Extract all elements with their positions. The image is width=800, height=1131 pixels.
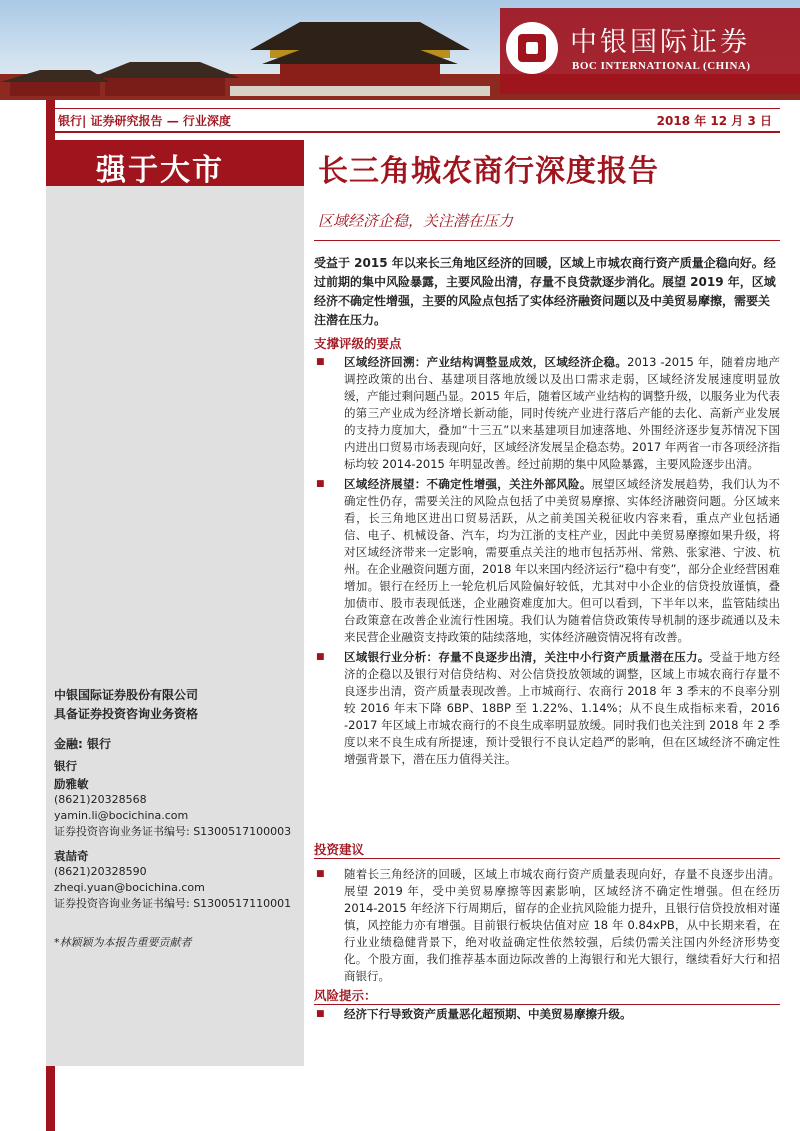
company-info <box>54 686 198 724</box>
analyst-name: 袁喆奇 <box>54 849 89 863</box>
analyst-phone: (8621)20328590 <box>54 865 147 878</box>
header-rule-top <box>55 108 780 109</box>
section-heading-investment: 投资建议 <box>314 842 365 857</box>
subtitle-rule <box>314 240 780 241</box>
analyst-group: 银行 <box>54 759 77 773</box>
report-summary: 受益于 2015 年以来长三角地区经济的回暖，区域上市城农商行资产质量企稳向好。经过前期的集中风险暴露，主要风险出清，存量不良贷款逐步消化。展望 2019 年，区域经济不确定性增强，主要的风险点包括了实体经济融资问题以及中美贸易摩擦，需要关注潜在压力。 <box>314 256 776 327</box>
analyst-cert: 证券投资咨询业务证书编号: S1300517110001 <box>54 897 292 910</box>
company-name: 中银国际证券股份有限公司 <box>54 688 199 702</box>
list-item: ■ 区域经济展望：不确定性增强，关注外部风险。展望区域经济发展趋势，我们认为不确定性仍存，需要关注的风险点包括了中美贸易摩擦、实体经济融资问题。分区域来看，长三角地区进出口贸易活跃，从之前美国关税征收内容来看，重点产业包括通信、电子、机械设备、汽车，均为江浙的支柱产业，因此中美贸易摩擦如果升级，将对区域经济带来一定影响，需要重点关注的地市包括苏州、常熟、张家港、宁波、杭州。在企业融资问题方面，2018 年以来国内经济运行“稳中有变”，部分企业经营困难增加。银行在经历上一轮危机后风险偏好较低，尤其对中小企业的信贷投放谨慎，叠加债市、股市表现低迷，企业融资难度加大。但可以看到，下半年以来，监管陆续出台政策意在改善企业流行性困境。我们认为随着信贷政策传导机制的逐步疏通以及未来民营企业融资支持政策的陆续落地，实体经济融资情况将有改善。 <box>314 476 780 646</box>
breadcrumb: 银行| 证券研究报告 — 行业深度 <box>58 114 231 128</box>
brand-logo <box>500 8 800 94</box>
list-item: ■ 区域经济回溯：产业结构调整显成效，区域经济企稳。2013 -2015 年，随着房地产调控政策的出台、基建项目落地放缓以及出口需求走弱，区域经济发展速度明显放缓，产能过剩问题凸显。2015 年后，随着区域产业结构的调整升级，以服务业为代表的第三产业成为经济增长新动能，同时传统产业进行落后产能的去化、高新产业发展的支持力度加大，叠加“十三五”以来基建项目加速落地、外围经济逐步复苏情况下国内进出口贸易市场表现向好，区域经济发展呈企稳态势。2017 年两省一市各项经济指标均较 2014-2015 年明显改善。经过前期的集中风险暴露，主要风险逐步出清。 <box>314 354 780 473</box>
report-subtitle: 区域经济企稳，关注潜在压力 <box>318 212 514 230</box>
header-banner <box>0 0 800 100</box>
list-item: ■ 区域银行业分析：存量不良逐步出清，关注中小行资产质量潜在压力。受益于地方经济的企稳以及银行对信贷结构、对公信贷投放领域的调整，区域上市城农商行存量不良逐步出清，资产质量表现改善。上市城商行、农商行 2018 年 3 季末的不良率分别较 2016 年末下降 6BP、18BP 至 1.22%、1.14%；从不良生成指标来看，2016 -2017 年区域上市城农商行的不良生成率明显放缓。同时我们也关注到 2018 年 2 季度以来不良生成有所提速，预计受银行不良认定趋严的影响，但在区域经济不确定性增强背景下，潜在压力值得关注。 <box>314 649 780 768</box>
section-rule <box>314 1004 780 1005</box>
analyst-name: 励雅敏 <box>54 777 89 791</box>
analyst-email[interactable]: zheqi.yuan@bocichina.com <box>54 881 205 894</box>
investment-list <box>314 866 780 988</box>
analyst-block-1 <box>54 736 291 840</box>
list-item: ■ 经济下行导致资产质量恶化超预期、中美贸易摩擦升级。 <box>314 1006 780 1023</box>
list-item: ■ 随着长三角经济的回暖，区域上市城农商行资产质量表现向好，存量不良逐步出清。展望 2019 年，受中美贸易摩擦等因素影响，区域经济不确定性增强。但在经历 2014-2015 年经济下行周期后，留存的企业抗风险能力提升，且银行信贷投放相对谨慎，风控能力亦有增强。目前银行板块估值对应 18 年 0.84xPB，从中长期来看，在行业业绩稳健背景下，绝对收益确定性依然较强，后续仍需关注国内外经济形势变化。个股方面，我们推荐基本面边际改善的上海银行和光大银行，继续看好大行和招商银行。 <box>314 866 780 985</box>
contributor-note: *林颖颖为本报告重要贡献者 <box>54 936 192 949</box>
brand-name-en: BOC INTERNATIONAL (CHINA) <box>572 60 751 72</box>
sector-label: 金融: 银行 <box>54 737 111 751</box>
section-rule <box>314 858 780 859</box>
analyst-email[interactable]: yamin.li@bocichina.com <box>54 809 189 822</box>
risk-list <box>314 1006 780 1026</box>
analyst-phone: (8621)20328568 <box>54 793 147 806</box>
boc-logo-icon <box>506 22 558 74</box>
brand-name-cn: 中银国际证券 <box>570 27 750 58</box>
rating-label: 强于大市 <box>96 153 224 188</box>
analyst-block-2 <box>54 848 291 912</box>
report-date: 2018 年 12 月 3 日 <box>656 114 772 128</box>
section-heading-rating: 支撑评级的要点 <box>314 336 402 351</box>
company-qualification: 具备证券投资咨询业务资格 <box>54 707 199 721</box>
section-heading-risk: 风险提示： <box>314 988 377 1003</box>
analyst-cert: 证券投资咨询业务证书编号: S1300517100003 <box>54 825 292 838</box>
rating-points-list <box>314 354 780 771</box>
report-title: 长三角城农商行深度报告 <box>318 154 659 189</box>
header-rule-bottom <box>55 131 780 133</box>
